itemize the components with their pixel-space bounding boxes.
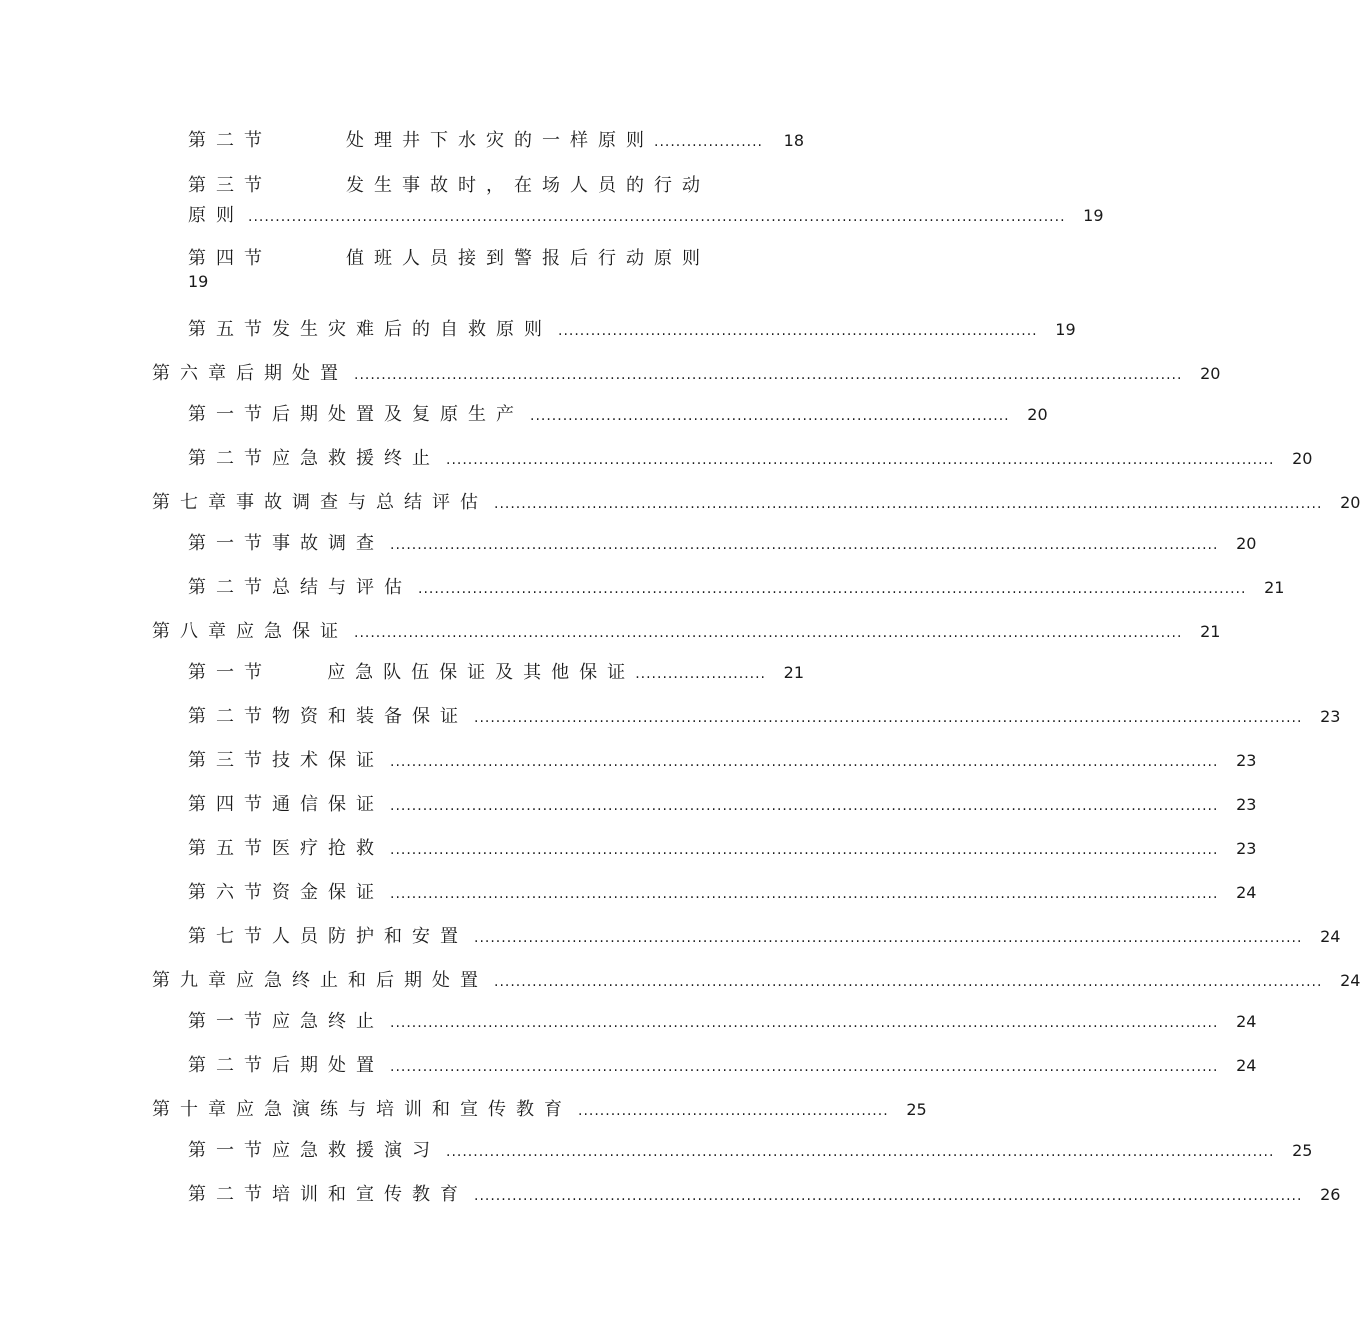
toc-entry[interactable]	[188, 1180, 1341, 1206]
toc-leader-dots: ........................	[635, 666, 766, 682]
toc-leader-dots: ........................................................................................................................................................	[390, 798, 1219, 814]
toc-entry-page: 19	[1055, 320, 1076, 339]
toc-leader-dots: ........................................................................................................................................................	[494, 496, 1323, 512]
toc-entry-page: 24	[1236, 1056, 1257, 1075]
toc-leader-dots: ........................................................................................................................................................	[474, 1188, 1303, 1204]
toc-entry-label: 第一节	[188, 1011, 272, 1032]
toc-entry[interactable]	[188, 702, 1341, 728]
toc-entry-page: 21	[1264, 578, 1285, 597]
toc-entry-title: 后期处置	[272, 1055, 384, 1076]
toc-entry-label: 第七章	[152, 492, 236, 513]
toc-entry-title: 技术保证	[272, 750, 384, 771]
toc-entry-page: 19	[188, 272, 209, 291]
toc-entry[interactable]	[152, 359, 1221, 385]
toc-entry-page: 20	[1236, 534, 1257, 553]
toc-leader-dots: ........................................................................................................................................................	[390, 886, 1219, 902]
toc-entry[interactable]	[188, 878, 1257, 904]
toc-entry-page: 25	[1292, 1141, 1313, 1160]
toc-leader-dots: ........................................................................................................................................................	[354, 367, 1183, 383]
toc-entry-page: 21	[783, 663, 804, 682]
toc-leader-dots: .........................................................	[578, 1103, 889, 1119]
toc-entry[interactable]	[188, 834, 1257, 860]
toc-entry[interactable]	[188, 746, 1257, 772]
toc-entry-label: 第四节	[188, 794, 272, 815]
toc-entry[interactable]	[188, 529, 1257, 555]
toc-entry-page: 25	[906, 1100, 927, 1119]
toc-entry-label: 第五节	[188, 319, 272, 340]
toc-entry-page: 23	[1236, 751, 1257, 770]
toc-leader-dots: ........................................................................................................................................................	[390, 754, 1219, 770]
toc-entry-title: 发生事故时，在场人员的行动	[346, 175, 710, 196]
toc-entry-title: 资金保证	[272, 882, 384, 903]
toc-leader-dots: ........................................................................................	[530, 408, 1010, 424]
toc-entry-title: 医疗抢救	[272, 838, 384, 859]
toc-entry-page: 19	[1083, 206, 1104, 225]
toc-entry-title: 发生灾难后的自救原则	[272, 319, 552, 340]
toc-entry-label: 第一节	[188, 662, 272, 683]
toc-entry-title: 培训和宣传教育	[272, 1184, 468, 1205]
toc-leader-dots: ........................................................................................	[558, 323, 1038, 339]
toc-entry-page: 18	[783, 131, 804, 150]
toc-entry-label: 第二节	[188, 706, 272, 727]
toc-entry-label: 第四节	[188, 248, 272, 269]
toc-entry-label: 第二节	[188, 1184, 272, 1205]
toc-entry-title: 应急演练与培训和宣传教育	[236, 1099, 572, 1120]
toc-leader-dots: ........................................................................................................................................................	[446, 452, 1275, 468]
toc-entry-label: 第一节	[188, 1140, 272, 1161]
toc-entry[interactable]	[188, 171, 1104, 227]
toc-entry-title: 后期处置及复原生产	[272, 404, 524, 425]
toc-leader-dots: ........................................................................................................................................................	[390, 842, 1219, 858]
toc-entry-page: 21	[1200, 622, 1221, 641]
toc-leader-dots: ........................................................................................................................................................	[390, 1015, 1219, 1031]
toc-entry[interactable]	[188, 1051, 1257, 1077]
toc-entry-title: 总结与评估	[272, 577, 412, 598]
toc-entry-label: 第一节	[188, 533, 272, 554]
toc-entry-title: 应急保证	[236, 621, 348, 642]
toc-entry-title: 物资和装备保证	[272, 706, 468, 727]
toc-entry-title: 后期处置	[236, 363, 348, 384]
toc-leader-dots: ......................................................................................................................................................	[248, 209, 1066, 225]
toc-entry-title: 应急终止和后期处置	[236, 970, 488, 991]
toc-entry[interactable]	[188, 126, 804, 152]
toc-entry-label: 第三节	[188, 750, 272, 771]
toc-entry-page: 20	[1200, 364, 1221, 383]
toc-leader-dots: ........................................................................................................................................................	[474, 710, 1303, 726]
toc-entry-label: 第六章	[152, 363, 236, 384]
toc-entry[interactable]	[188, 1136, 1313, 1162]
toc-entry-title: 应急队伍保证及其他保证	[327, 662, 636, 683]
toc-entry[interactable]	[188, 573, 1285, 599]
toc-entry-title: 应急救援终止	[272, 448, 440, 469]
toc-entry-title: 人员防护和安置	[272, 926, 468, 947]
toc-leader-dots: ........................................................................................................................................................	[354, 625, 1183, 641]
toc-entry-page: 24	[1320, 927, 1341, 946]
toc-entry[interactable]	[188, 922, 1341, 948]
toc-entry-title: 事故调查与总结评估	[236, 492, 488, 513]
toc-leader-dots: ........................................................................................................................................................	[390, 537, 1219, 553]
toc-leader-dots: ........................................................................................................................................................	[474, 930, 1303, 946]
toc-entry[interactable]	[152, 488, 1360, 514]
toc-entry-page: 24	[1236, 1012, 1257, 1031]
toc-entry[interactable]	[188, 244, 804, 291]
toc-entry-label: 第五节	[188, 838, 272, 859]
toc-entry-page: 26	[1320, 1185, 1341, 1204]
toc-entry-title: 值班人员接到警报后行动原则	[346, 248, 710, 269]
toc-entry-label: 第一节	[188, 404, 272, 425]
toc-entry[interactable]	[188, 790, 1257, 816]
toc-entry-label: 第十章	[152, 1099, 236, 1120]
toc-entry[interactable]	[188, 444, 1313, 470]
toc-entry-title: 处理井下水灾的一样原则	[346, 130, 654, 151]
toc-entry-title-continued: 原则	[188, 205, 244, 226]
toc-entry-label: 第七节	[188, 926, 272, 947]
toc-entry-label: 第二节	[188, 577, 272, 598]
toc-entry-label: 第九章	[152, 970, 236, 991]
toc-entry-page: 23	[1236, 839, 1257, 858]
toc-entry-label: 第二节	[188, 448, 272, 469]
toc-entry-page: 20	[1027, 405, 1048, 424]
toc-entry-label: 第八章	[152, 621, 236, 642]
toc-entry-label: 第六节	[188, 882, 272, 903]
toc-entry-label: 第二节	[188, 130, 272, 151]
toc-entry[interactable]	[188, 658, 804, 684]
toc-entry[interactable]	[152, 1095, 927, 1121]
toc-entry-title: 事故调查	[272, 533, 384, 554]
toc-leader-dots: ........................................................................................................................................................	[390, 1059, 1219, 1075]
toc-entry[interactable]	[188, 400, 1048, 426]
toc-entry[interactable]	[188, 315, 1076, 341]
toc-entry-label: 第二节	[188, 1055, 272, 1076]
toc-entry-page: 23	[1236, 795, 1257, 814]
toc-leader-dots: ........................................................................................................................................................	[446, 1144, 1275, 1160]
toc-entry-title: 应急救援演习	[272, 1140, 440, 1161]
toc-entry-title: 通信保证	[272, 794, 384, 815]
toc-leader-dots: ........................................................................................................................................................	[494, 974, 1323, 990]
toc-entry[interactable]	[152, 966, 1360, 992]
toc-entry[interactable]	[152, 617, 1221, 643]
toc-entry-page: 20	[1292, 449, 1313, 468]
toc-entry-page: 20	[1340, 493, 1360, 512]
toc-entry-page: 24	[1236, 883, 1257, 902]
toc-entry-label: 第三节	[188, 175, 272, 196]
toc-leader-dots: ....................	[654, 134, 764, 150]
toc-leader-dots: ........................................................................................................................................................	[418, 581, 1247, 597]
toc-entry[interactable]	[188, 1007, 1257, 1033]
toc-entry-page: 23	[1320, 707, 1341, 726]
toc-entry-page: 24	[1340, 971, 1360, 990]
toc-entry-title: 应急终止	[272, 1011, 384, 1032]
